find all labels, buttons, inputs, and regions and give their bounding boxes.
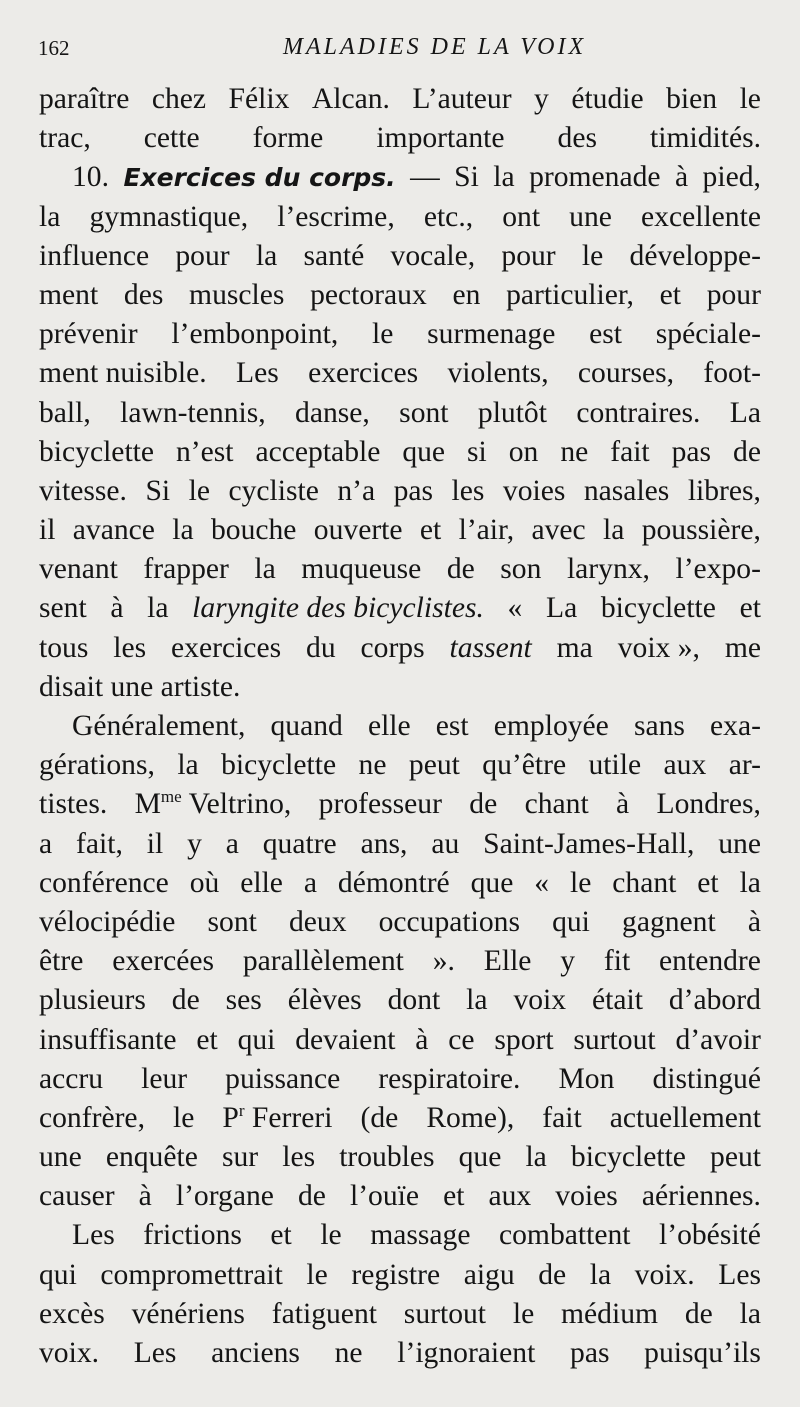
text-line <box>39 433 761 472</box>
word: deux <box>288 905 347 938</box>
word: plusieurs <box>39 984 146 1017</box>
word: démontré <box>337 866 450 899</box>
word: Elle <box>483 945 532 978</box>
word: aigu <box>463 1258 515 1291</box>
word: l’air, <box>458 514 515 547</box>
word: ne <box>560 435 589 468</box>
word: et <box>196 1023 218 1056</box>
word: muscles <box>189 278 285 311</box>
text-line <box>39 472 761 511</box>
word: violents, <box>447 357 549 390</box>
word: du <box>306 631 336 664</box>
word: voix. <box>39 1337 100 1369</box>
word: bien <box>666 83 718 115</box>
word: 10. <box>72 161 109 194</box>
word: vocale, <box>390 239 476 272</box>
word: sont <box>399 396 449 429</box>
text-line <box>39 119 761 158</box>
word: vélocipédie <box>39 905 176 938</box>
word: le <box>581 239 604 272</box>
word: lawn-tennis, <box>120 396 266 429</box>
word: qu’être <box>482 749 567 782</box>
word: devaient <box>295 1023 396 1056</box>
word: ce <box>448 1023 475 1056</box>
word: la <box>254 553 276 586</box>
word: sport <box>494 1023 554 1056</box>
word: le <box>173 1101 195 1134</box>
word: développe- <box>629 239 761 272</box>
word: gymnastique, <box>89 200 249 233</box>
word: fait, <box>76 827 123 860</box>
word: foot- <box>703 357 761 390</box>
word: (de <box>360 1101 399 1134</box>
word: gérations, <box>39 749 155 782</box>
word: le <box>512 1297 535 1330</box>
text-line <box>39 80 761 119</box>
text-line <box>39 1295 761 1334</box>
word: pour <box>501 239 556 272</box>
word: n’est <box>176 435 234 468</box>
running-title: MALADIES DE LA VOIX <box>283 34 587 60</box>
word: larynx, <box>566 553 650 586</box>
word: quand <box>270 710 343 742</box>
word: $M^{me}$ Veltrino, <box>134 787 292 821</box>
word: a <box>39 827 53 860</box>
word: pas <box>393 474 434 507</box>
word: influence <box>39 239 150 272</box>
word: ment nuisible. <box>39 357 207 390</box>
word: à <box>674 161 689 194</box>
word: conférence <box>39 866 169 899</box>
word: étudie <box>571 83 644 115</box>
word: Exercices du corps. <box>123 163 396 193</box>
word: troubles <box>339 1141 435 1174</box>
word: est <box>589 318 622 351</box>
word: exa- <box>710 710 761 742</box>
word: bicyclette <box>39 435 155 468</box>
word: venant <box>39 553 118 586</box>
word: était <box>591 984 643 1017</box>
word: la <box>589 1258 612 1291</box>
word: à <box>110 592 124 625</box>
text-line <box>39 981 761 1020</box>
word: L’auteur <box>412 83 512 115</box>
word: l’embonpoint, <box>171 318 339 351</box>
word: accru <box>39 1062 104 1095</box>
word: Rome), <box>426 1101 515 1134</box>
word: ball, <box>39 396 91 429</box>
word: fit <box>603 945 631 978</box>
word: le <box>569 866 592 899</box>
word: poussière, <box>641 514 761 547</box>
text-line <box>39 785 761 824</box>
word: contraires. <box>576 396 701 429</box>
word: dont <box>387 984 441 1017</box>
word: fait <box>610 435 650 468</box>
word: a <box>303 866 317 899</box>
text-line <box>39 237 761 276</box>
word: à <box>616 788 630 821</box>
word: les <box>113 631 147 664</box>
word: Les <box>236 357 279 390</box>
text-line <box>39 1334 761 1373</box>
word: a <box>225 827 239 860</box>
word: cycliste <box>228 474 319 507</box>
word: aux <box>663 749 707 782</box>
word: voix », <box>617 631 700 664</box>
word: l’expo- <box>675 553 761 586</box>
word: son <box>500 553 542 586</box>
word: frictions <box>143 1219 242 1252</box>
word: ans, <box>360 827 408 860</box>
word: que <box>458 1141 502 1174</box>
word: le <box>188 474 210 507</box>
word: à <box>138 1180 152 1213</box>
word: voix. <box>634 1258 695 1291</box>
word: Félix <box>228 83 290 115</box>
word: aériennes. <box>641 1180 761 1213</box>
word: « <box>507 592 523 625</box>
word: — <box>410 161 440 194</box>
word: que <box>470 866 514 899</box>
word: corps <box>360 631 425 664</box>
word: l’organe <box>175 1180 274 1213</box>
word: des <box>557 122 597 155</box>
word: si <box>467 435 487 468</box>
word: Les <box>72 1219 115 1252</box>
word: de <box>684 1297 713 1330</box>
word: de <box>538 1258 567 1291</box>
word: pas <box>570 1337 610 1369</box>
word: sont <box>207 905 257 938</box>
word: sans <box>633 710 685 742</box>
text-line <box>39 864 761 903</box>
word: l’obésité <box>659 1219 761 1252</box>
word: il <box>39 514 56 547</box>
word: excès <box>39 1297 105 1330</box>
word: causer <box>39 1180 115 1213</box>
word: et <box>697 866 719 899</box>
word: plutôt <box>477 396 547 429</box>
word: paraître <box>39 83 130 115</box>
word: avec <box>531 514 586 547</box>
word: y <box>187 827 202 860</box>
word: bicyclette <box>570 1141 686 1174</box>
word: ne <box>358 749 387 782</box>
text-line <box>39 198 761 237</box>
word: La <box>546 592 578 625</box>
word: Saint-James-Hall, <box>483 827 695 860</box>
word: de <box>469 788 498 821</box>
word: fait <box>542 1101 582 1134</box>
word: la <box>39 200 61 233</box>
word: nasales <box>583 474 670 507</box>
word: le <box>320 1219 342 1252</box>
word: occupations <box>378 905 520 938</box>
text-line <box>39 668 761 707</box>
word: avance <box>72 514 155 547</box>
word: ar- <box>728 749 761 782</box>
word: qui <box>237 1023 276 1056</box>
word: « <box>534 866 550 899</box>
word: prévenir <box>39 318 138 351</box>
word: Londres, <box>656 788 761 821</box>
word: Les <box>133 1337 177 1369</box>
word: et <box>419 514 442 547</box>
word: enquête <box>105 1141 198 1174</box>
word: Si <box>145 474 171 507</box>
word: la <box>466 984 488 1017</box>
word: le <box>306 1258 328 1291</box>
text-line <box>39 394 761 433</box>
word: et <box>443 1180 465 1213</box>
word: peut <box>710 1141 761 1174</box>
text-line <box>39 629 761 668</box>
word: ». <box>432 945 455 978</box>
word: Si <box>454 161 479 194</box>
word: ment <box>39 278 99 311</box>
word: la <box>525 1141 547 1174</box>
word: à <box>747 905 761 938</box>
word: en <box>452 278 481 311</box>
word: l’ouïe <box>349 1180 419 1213</box>
word: l’escrime, <box>277 200 395 233</box>
word: bicyclette <box>221 749 337 782</box>
word: pectoraux <box>310 278 427 311</box>
word: et <box>270 1219 292 1252</box>
text-line <box>39 550 761 589</box>
word: disait une artiste. <box>39 670 241 703</box>
text-line <box>39 354 761 393</box>
word: le <box>372 318 394 351</box>
word: pied, <box>702 161 761 194</box>
word: la <box>255 239 278 272</box>
text-line <box>39 1021 761 1060</box>
word: les <box>451 474 485 507</box>
word: voies <box>502 474 566 507</box>
word: fatiguent <box>271 1297 377 1330</box>
word: d’avoir <box>675 1023 761 1056</box>
word: puissance <box>225 1062 341 1095</box>
text-line <box>39 746 761 785</box>
word: distingué <box>652 1062 761 1095</box>
word: utile <box>588 749 642 782</box>
word: la <box>493 161 515 194</box>
word: est <box>435 710 469 742</box>
word: de <box>171 984 200 1017</box>
word: d’abord <box>668 984 761 1017</box>
word: spéciale- <box>655 318 761 351</box>
word: exercices <box>308 357 419 390</box>
word: que <box>402 435 446 468</box>
word: Généralement, <box>72 710 246 742</box>
word: qui <box>552 905 590 938</box>
word: tassent <box>449 631 532 664</box>
text-line <box>39 276 761 315</box>
word: forme <box>252 122 324 155</box>
word: ma <box>556 631 593 664</box>
word: ouverte <box>313 514 403 547</box>
word: trac, <box>39 122 91 155</box>
word: sur <box>221 1141 259 1174</box>
text-line <box>39 315 761 354</box>
word: excellente <box>641 200 761 233</box>
word: une <box>39 1141 82 1174</box>
text-line <box>39 1138 761 1177</box>
word: compromettrait <box>100 1258 283 1291</box>
word: ses <box>225 984 262 1017</box>
word: la <box>172 514 194 547</box>
word: massage <box>370 1219 471 1252</box>
word: respiratoire. <box>378 1062 521 1095</box>
word: anciens <box>211 1337 300 1369</box>
word: on <box>508 435 539 468</box>
text-line <box>39 589 761 628</box>
text-line <box>39 1060 761 1099</box>
page-number: 162 <box>38 36 70 60</box>
word: bouche <box>210 514 297 547</box>
word: professeur <box>318 788 442 821</box>
word: laryngite des bicyclistes. <box>192 592 484 625</box>
word: employée <box>493 710 609 742</box>
word: le <box>739 83 761 115</box>
word: des <box>123 278 164 311</box>
word: la <box>739 1297 761 1330</box>
word: la <box>603 514 625 547</box>
word: élèves <box>287 984 362 1017</box>
text-line <box>39 942 761 981</box>
word: elle <box>240 866 283 899</box>
word: au <box>431 827 460 860</box>
word: exercices <box>171 631 282 664</box>
text-line <box>39 707 761 746</box>
text-line <box>39 825 761 864</box>
word: quatre <box>262 827 337 860</box>
word: chant <box>524 788 589 821</box>
word: importante <box>376 122 505 155</box>
word: vitesse. <box>39 474 127 507</box>
word: une <box>718 827 761 860</box>
word: promenade <box>529 161 661 194</box>
page-header <box>38 32 758 64</box>
word: aux <box>488 1180 532 1213</box>
word: à <box>415 1023 429 1056</box>
word: bicyclette <box>600 592 716 625</box>
word: et <box>739 592 761 625</box>
word: être <box>39 945 84 978</box>
word: y <box>534 83 549 115</box>
word: pour <box>706 278 761 311</box>
word: peut <box>408 749 460 782</box>
word: libres, <box>687 474 761 507</box>
word: la <box>739 866 761 899</box>
word: surmenage <box>427 318 556 351</box>
word: courses, <box>577 357 675 390</box>
word: vénériens <box>131 1297 245 1330</box>
word: voies <box>555 1180 618 1213</box>
word: cette <box>143 122 200 155</box>
word: la <box>177 749 199 782</box>
word: de <box>297 1180 326 1213</box>
word: registre <box>351 1258 441 1291</box>
word: les <box>282 1141 316 1174</box>
word: surtout <box>573 1023 656 1056</box>
text-line <box>39 903 761 942</box>
word: leur <box>141 1062 188 1095</box>
word: Alcan. <box>311 83 390 115</box>
word: insuffisante <box>39 1023 177 1056</box>
word: etc., <box>423 200 474 233</box>
word: elle <box>367 710 411 742</box>
text-line <box>39 1256 761 1295</box>
word: me <box>724 631 761 664</box>
word: il <box>146 827 164 860</box>
word: particulier, <box>506 278 634 311</box>
word: y <box>560 945 576 978</box>
body-text <box>39 80 761 1373</box>
word: santé <box>303 239 365 272</box>
text-line <box>39 511 761 550</box>
word: actuellement <box>609 1101 761 1134</box>
word: La <box>729 396 761 429</box>
word: de <box>733 435 761 468</box>
word: pour <box>175 239 230 272</box>
word: une <box>569 200 612 233</box>
word: ont <box>502 200 541 233</box>
text-line <box>39 158 761 197</box>
word: parallèlement <box>242 945 404 978</box>
word: acceptable <box>255 435 381 468</box>
word: entendre <box>659 945 761 978</box>
word: chez <box>151 83 207 115</box>
word: pas <box>671 435 712 468</box>
word: Les <box>718 1258 761 1291</box>
word: surtout <box>403 1297 487 1330</box>
word: la <box>147 592 169 625</box>
word: danse, <box>295 396 370 429</box>
word: de <box>446 553 475 586</box>
word: muqueuse <box>301 553 422 586</box>
word: puisqu’ils <box>644 1337 761 1369</box>
word: exercées <box>112 945 215 978</box>
text-line <box>39 1177 761 1216</box>
word: où <box>189 866 220 899</box>
word: tous <box>39 631 89 664</box>
word: l’ignoraient <box>397 1337 536 1369</box>
word: Mon <box>558 1062 615 1095</box>
word: qui <box>39 1258 77 1291</box>
word: voix <box>513 984 567 1017</box>
word: médium <box>561 1297 659 1330</box>
word: frapper <box>143 553 229 586</box>
word: confrère, <box>39 1101 145 1134</box>
text-line <box>39 1216 761 1255</box>
text-line <box>39 1099 761 1138</box>
word: et <box>659 278 681 311</box>
word: timidités. <box>650 122 761 155</box>
word: ne <box>334 1337 363 1369</box>
word: tistes. <box>39 788 108 821</box>
word: gagnent <box>622 905 716 938</box>
word: combattent <box>499 1219 631 1252</box>
word: chant <box>612 866 677 899</box>
word: sent <box>39 592 87 625</box>
word: n’a <box>337 474 376 507</box>
word: $P^r$ Ferreri <box>222 1100 333 1134</box>
